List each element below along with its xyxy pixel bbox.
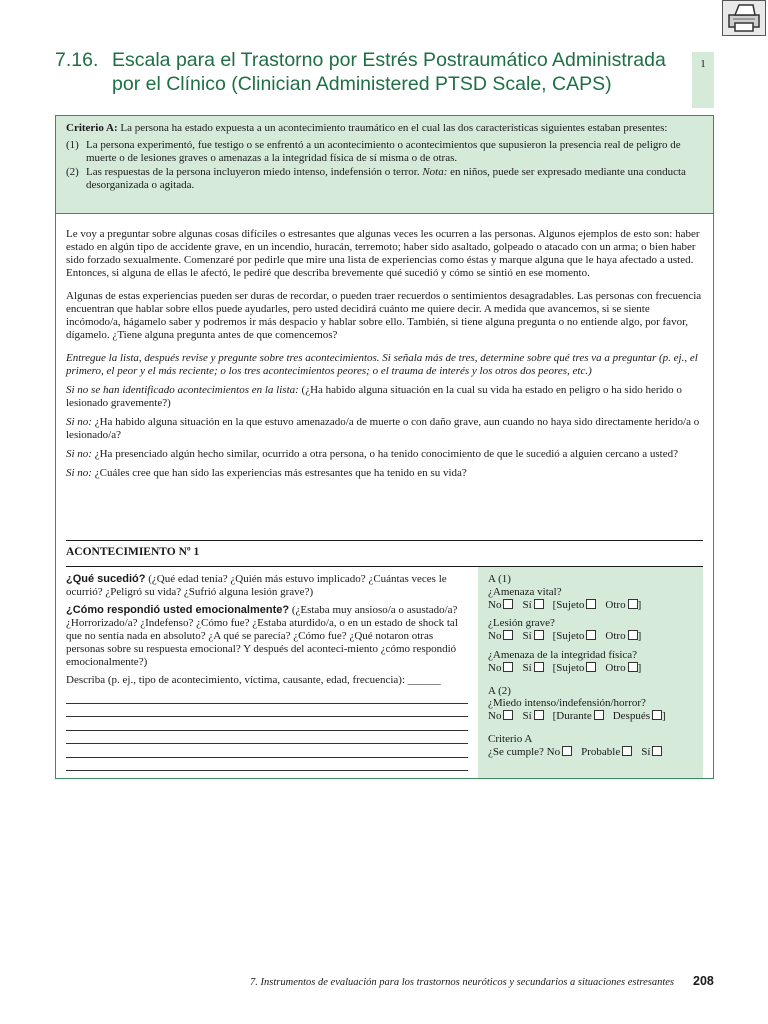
a2-heading: A (2): [488, 684, 511, 697]
injury-options: No Sí [Sujeto Otro ]: [488, 630, 642, 643]
answer-line[interactable]: [66, 758, 468, 772]
footer-text: 7. Instrumentos de evaluación para los trastornos neuróticos y secundarios a situaciones estresantes: [250, 977, 674, 988]
emotional-response-label: ¿Cómo respondió usted emocionalmente?: [66, 604, 290, 616]
subject-checkbox[interactable]: [586, 662, 596, 672]
no-checkbox[interactable]: [503, 630, 513, 640]
describe-prompt: Describa (p. ej., tipo de acontecimiento, víctima, causante, edad, frecuencia): ______: [66, 674, 441, 686]
intro-paragraph-2: Algunas de estas experiencias pueden ser duras de recordar, o pueden traer recuerdos o sentimientos desagradables. Las personas con frecuencia encuentran que hablar sobre ellos puede ayudarles, pero usted decidirá cuánto me quiere decir. A medida que avancemos, si se siente incómodo/a, hágamelo saber y podremos ir más despacio y hablar sobre ello. También, si tiene alguna pregunta o no entiende algo, por favor, dígamelo. ¿Tiene alguna pregunta antes de que comencemos?: [66, 290, 702, 341]
fear-question: ¿Miedo intenso/indefensión/horror?: [488, 697, 646, 710]
criterion-a-heading: Criterio A: [488, 732, 533, 745]
threat-options: No Sí [Sujeto Otro ]: [488, 598, 642, 611]
print-button[interactable]: [722, 0, 766, 36]
instruction-text: Entregue la lista, después revise y pregunte sobre tres acontecimientos. Si señala más de tres, determine sobre qué tres va a preguntar (p. ej., el primero, el peor y el más reciente; o los tres acontecimientos peores; o el trauma de interés y los otros dos peores, etc.): [66, 352, 698, 377]
interview-intro: [66, 228, 702, 486]
yes-checkbox[interactable]: [534, 662, 544, 672]
no-checkbox[interactable]: [503, 662, 513, 672]
answer-line[interactable]: [66, 690, 468, 704]
page-number: 208: [693, 974, 714, 988]
criterion-text: La persona ha estado expuesta a un acontecimiento traumático en el cual las dos características siguientes estaban presentes:: [120, 122, 668, 134]
during-checkbox[interactable]: [594, 710, 604, 720]
answer-line[interactable]: [66, 731, 468, 745]
no-checkbox[interactable]: [503, 710, 513, 720]
event-questions: ¿Qué sucedió? (¿Qué edad tenía? ¿Quién más estuvo implicado? ¿Cuántas veces le ocurrió? ¿Peligró su vida? ¿Sufrió alguna lesión grave?) ¿Cómo respondió usted emocionalmente? (¿Estaba muy ansioso/a o asustado/a? ¿Horrorizado/a? ¿Indefenso? ¿Cómo fue? ¿Estaba aturdido/a, o en un estado de shock tal que no sentía nada en absoluto? ¿A qué se parecía? ¿Cómo fue? ¿Qué notaron otras personas sobre su respuesta emocional? Y después del aconteci-miento ¿cómo respondió emocionalmente?) Describa (p. ej., tipo de acontecimiento, víctima, causante, edad, frecuencia): ______: [66, 573, 468, 771]
criterion-met-options: ¿Se cumple? No Probable Sí: [488, 746, 693, 759]
question-2: Si no: ¿Ha habido alguna situación en la que estuvo amenazado/a de muerte o con daño grave, aun cuando no haya sido directamente herido/a o lesionado/a?: [66, 416, 700, 441]
answer-line[interactable]: [66, 717, 468, 731]
injury-question: ¿Lesión grave?: [488, 617, 555, 630]
yes-checkbox[interactable]: [534, 710, 544, 720]
integrity-question: ¿Amenaza de la integridad física?: [488, 648, 638, 661]
answer-line[interactable]: [66, 704, 468, 718]
answer-lines: [66, 690, 468, 771]
section-number: 7.16.: [55, 49, 99, 71]
criterion-item: (1) La persona experimentó, fue testigo o se enfrentó a un acontecimiento o acontecimientos que supusieron la presencia real de peligro de muerte o de lesiones graves o amenazas a la integridad física de sí misma o de otras.: [66, 139, 681, 164]
scale-form: [55, 115, 714, 779]
yes-checkbox[interactable]: [534, 599, 544, 609]
subject-checkbox[interactable]: [586, 599, 596, 609]
yes-checkbox[interactable]: [534, 630, 544, 640]
scoring-panel: [478, 567, 703, 778]
answer-line[interactable]: [66, 744, 468, 758]
threat-question: ¿Amenaza vital?: [488, 585, 562, 598]
no-checkbox[interactable]: [503, 599, 513, 609]
other-checkbox[interactable]: [628, 630, 638, 640]
intro-paragraph-1: Le voy a preguntar sobre algunas cosas difíciles o estresantes que algunas veces les ocurren a las personas. Algunos ejemplos de esto son: haber estado en algún tipo de accidente grave, en un incendio, huracán, terremoto; haber sido asaltado, golpeado o atacado con un arma; o bien haber sido forzado sexualmente. Comenzaré por pedirle que mire una lista de experiencias como éstas y marque alguna que le haya afectado a usted. Entonces, si alguna de ellas le afectó, le pediré que describa brevemente qué sucedió y cómo se sintió en ese momento.: [66, 228, 700, 279]
section-divider: [66, 540, 703, 541]
integrity-options: No Sí [Sujeto Otro ]: [488, 661, 642, 674]
title-line-1: Escala para el Trastorno por Estrés Postraumático Administrada: [112, 49, 666, 71]
probable-checkbox[interactable]: [622, 746, 632, 756]
other-checkbox[interactable]: [628, 662, 638, 672]
no-checkbox[interactable]: [562, 746, 572, 756]
yes-checkbox[interactable]: [652, 746, 662, 756]
after-checkbox[interactable]: [652, 710, 662, 720]
criterion-box: [56, 116, 713, 214]
a1-heading: A (1): [488, 573, 511, 585]
other-checkbox[interactable]: [628, 599, 638, 609]
what-happened-label: ¿Qué sucedió?: [66, 573, 146, 585]
question-3: Si no: ¿Ha presenciado algún hecho similar, ocurrido a otra persona, o ha tenido conocimiento de que le sucedió a alguien cercano a usted?: [66, 448, 678, 460]
title-line-2: por el Clínico (Clinician Administered PTSD Scale, CAPS): [112, 73, 612, 95]
page-tab: 1: [692, 52, 714, 108]
question-1: Si no se han identificado acontecimientos en la lista: (¿Ha habido alguna situación en la cual su vida ha estado en peligro o ha sido herido o lesionado gravemente?): [66, 384, 682, 409]
event-heading: ACONTECIMIENTO Nº 1: [66, 546, 200, 558]
criterion-label: Criterio A:: [66, 122, 118, 134]
subject-checkbox[interactable]: [586, 630, 596, 640]
fear-options: No Sí [Durante Después ]: [488, 710, 666, 723]
criterion-item: (2) Las respuestas de la persona incluyeron miedo intenso, indefensión o terror. Nota: en niños, puede ser expresado mediante una conducta desorganizada o agitada.: [66, 166, 686, 191]
question-4: Si no: ¿Cuáles cree que han sido las experiencias más estresantes que ha tenido en su vida?: [66, 467, 467, 479]
printer-icon: [723, 1, 765, 35]
